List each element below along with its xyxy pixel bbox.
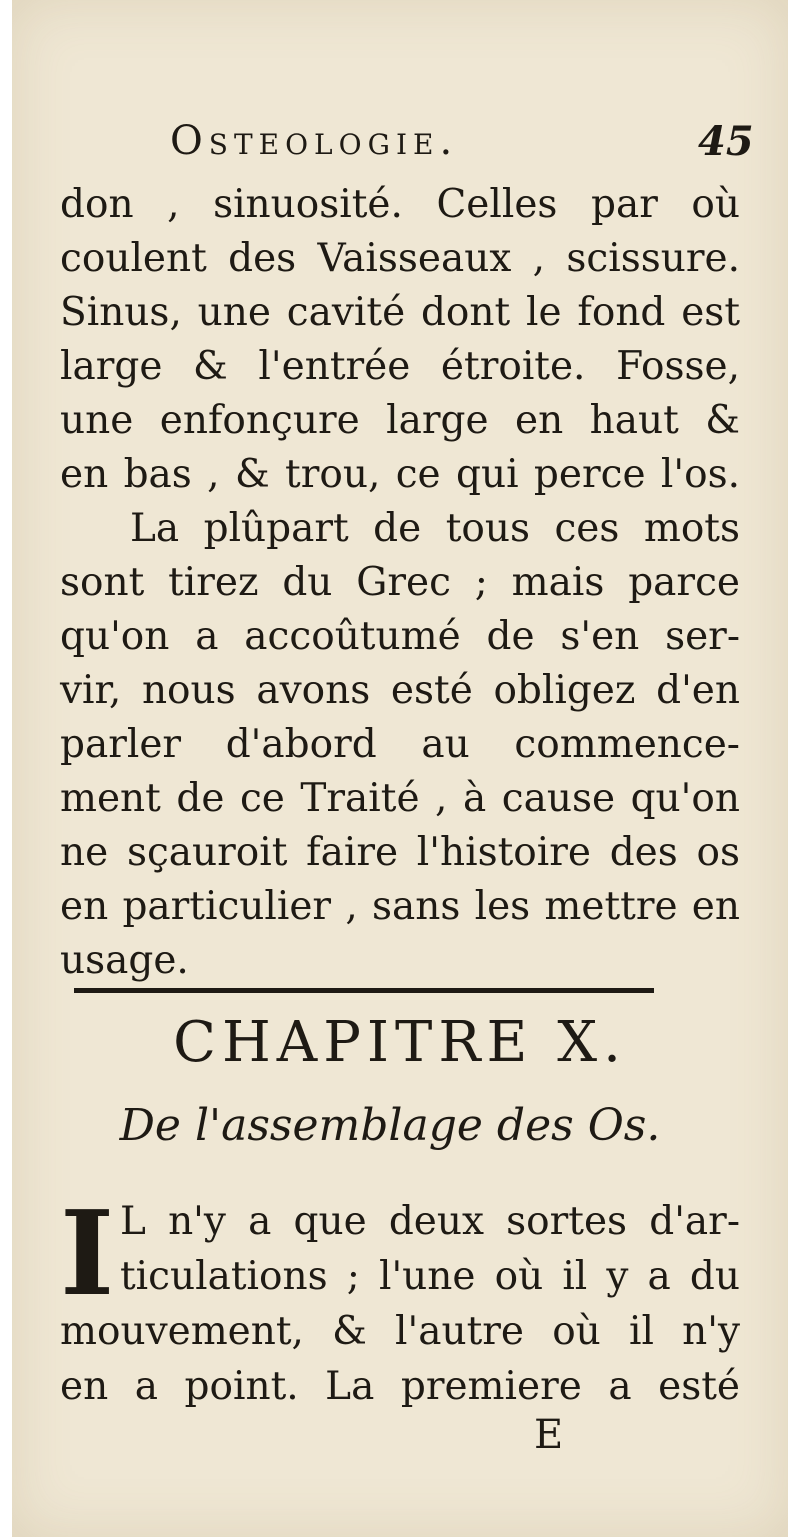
text-line: coulent des Vaisseaux , scissure. xyxy=(60,236,740,281)
text-line: en bas , & trou, ce qui perce l'os. xyxy=(60,452,740,497)
text-line: vir, nous avons esté obligez d'en xyxy=(60,668,740,713)
text-line: ticulations ; l'une où il y a du xyxy=(120,1254,740,1299)
text-line: don , sinuosité. Celles par où xyxy=(60,182,740,227)
text-line: en a point. La premiere a esté xyxy=(60,1364,740,1409)
text-line: qu'on a accoûtumé de s'en ser- xyxy=(60,614,740,659)
text-line: ment de ce Traité , à cause qu'on xyxy=(60,776,740,821)
chapter-subtitle: De l'assemblage des Os. xyxy=(119,1100,661,1151)
book-page xyxy=(12,0,788,1537)
drop-cap: I xyxy=(60,1186,115,1322)
text-line: usage. xyxy=(60,938,189,983)
running-header: Osteologie. xyxy=(170,118,459,164)
text-line: large & l'entrée étroite. Fosse, xyxy=(60,344,740,389)
chapter-title: CHAPITRE X. xyxy=(173,1010,627,1075)
chapter-paragraph xyxy=(60,1186,740,1414)
body-text xyxy=(60,178,740,988)
text-line: Sinus, une cavité dont le fond est xyxy=(60,290,740,335)
section-divider xyxy=(74,988,654,993)
text-line: une enfonçure large en haut & xyxy=(60,398,740,443)
text-line: mouvement, & l'autre où il n'y xyxy=(60,1309,740,1354)
text-line: parler d'abord au commence- xyxy=(60,722,740,767)
catchword: E xyxy=(534,1412,564,1458)
text-line: en particulier , sans les mettre en xyxy=(60,884,740,929)
page-number: 45 xyxy=(698,118,754,165)
text-line: L n'y a que deux sortes d'ar- xyxy=(120,1199,740,1244)
text-line: La plûpart de tous ces mots xyxy=(130,506,740,551)
text-line: ne sçauroit faire l'histoire des os xyxy=(60,830,740,875)
text-line: sont tirez du Grec ; mais parce xyxy=(60,560,740,605)
